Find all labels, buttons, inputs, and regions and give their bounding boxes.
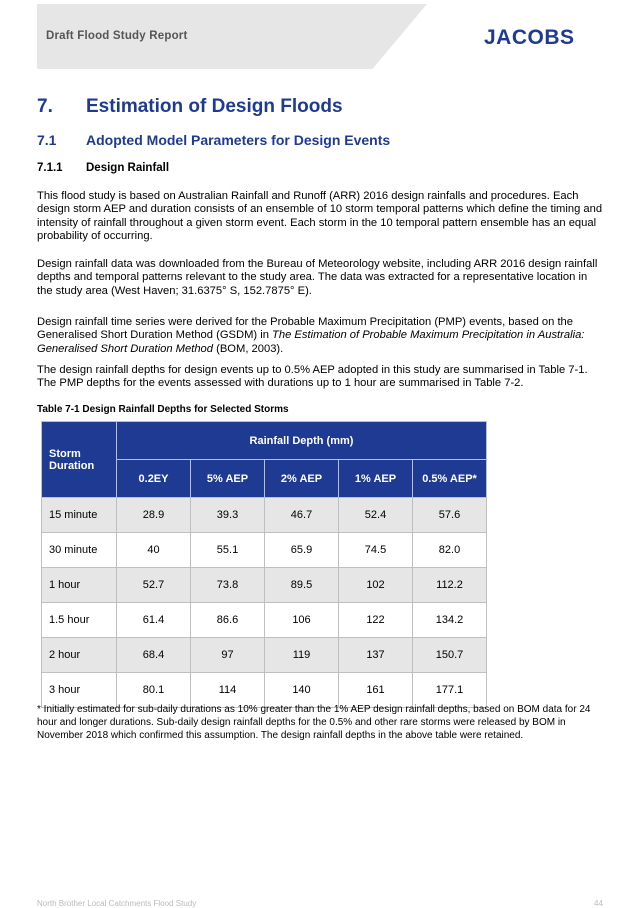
footer-page-number: 44 <box>594 899 603 908</box>
column-header: 0.2EY <box>117 460 191 498</box>
table-cell: 74.5 <box>339 533 413 568</box>
column-header: 2% AEP <box>265 460 339 498</box>
table-cell: 52.7 <box>117 568 191 603</box>
table-row <box>42 498 487 533</box>
row-label: 3 hour <box>42 673 117 708</box>
footer-document-name: North Brother Local Catchments Flood Study <box>37 899 197 908</box>
row-label: 15 minute <box>42 498 117 533</box>
table-cell: 52.4 <box>339 498 413 533</box>
row-label: 1 hour <box>42 568 117 603</box>
subsubsection-number: 7.1.1 <box>37 162 63 174</box>
table-cell: 177.1 <box>413 673 487 708</box>
table-cell: 61.4 <box>117 603 191 638</box>
rainfall-depth-table <box>41 421 487 708</box>
table-cell: 57.6 <box>413 498 487 533</box>
table-cell: 137 <box>339 638 413 673</box>
table-caption: Table 7-1 Design Rainfall Depths for Selected Storms <box>37 404 289 415</box>
subsection-number: 7.1 <box>37 132 57 148</box>
section-number: 7. <box>37 96 53 117</box>
table-cell: 73.8 <box>191 568 265 603</box>
table-cell: 28.9 <box>117 498 191 533</box>
section-heading <box>37 96 343 118</box>
table-cell: 140 <box>265 673 339 708</box>
column-header: 1% AEP <box>339 460 413 498</box>
table-cell: 39.3 <box>191 498 265 533</box>
paragraph-1: This flood study is based on Australian Rainfall and Runoff (ARR) 2016 design rainfalls and procedures. Each design storm AEP and duration consists of an ensemble of 10 storm temporal patterns which define the timing and intensity of rainfall throughout a given storm event. Each storm in the 10 temporal pattern ensemble has an equal probability of occurring. <box>37 190 603 242</box>
storm-duration-header: Storm Duration <box>42 422 117 498</box>
jacobs-logo: JACOBS <box>484 26 575 49</box>
table-cell: 86.6 <box>191 603 265 638</box>
table-cell: 97 <box>191 638 265 673</box>
table-cell: 65.9 <box>265 533 339 568</box>
paragraph-3-tail: (BOM, 2003). <box>213 342 284 355</box>
report-title: Draft Flood Study Report <box>46 30 188 42</box>
table-cell: 80.1 <box>117 673 191 708</box>
section-title: Estimation of Design Floods <box>86 96 343 117</box>
subsection-title: Adopted Model Parameters for Design Events <box>86 132 391 148</box>
table-row <box>42 568 487 603</box>
row-label: 30 minute <box>42 533 117 568</box>
table-cell: 119 <box>265 638 339 673</box>
table-cell: 102 <box>339 568 413 603</box>
table-row <box>42 638 487 673</box>
table-cell: 122 <box>339 603 413 638</box>
table-cell: 150.7 <box>413 638 487 673</box>
paragraph-3-text: Design rainfall time series were derived for the Probable Maximum Precipitation (PMP) events, based on the Generalised Short Duration Method (GSDM) in <box>37 316 574 342</box>
table-cell: 114 <box>191 673 265 708</box>
subsection-heading <box>37 132 390 148</box>
paragraph-2: Design rainfall data was downloaded from the Bureau of Meteorology website, including ARR 2016 design rainfall depths and temporal patterns relevant to the study area. The data was extracted for a representative location in the study area (West Haven; 31.6375° S, 152.7875° E). <box>37 258 598 297</box>
row-label: 1.5 hour <box>42 603 117 638</box>
paragraph-4: The design rainfall depths for design events up to 0.5% AEP adopted in this study are summarised in Table 7-1. The PMP depths for the events assessed with durations up to 1 hour are summarised in Table 7-2. <box>37 364 588 390</box>
table-cell: 55.1 <box>191 533 265 568</box>
subsubsection-title: Design Rainfall <box>86 162 170 174</box>
paragraph-3-reference: The Estimation of Probable Maximum Precipitation in Australia: Generalised Short Duration Method <box>37 329 585 355</box>
table-cell: 161 <box>339 673 413 708</box>
column-header: 5% AEP <box>191 460 265 498</box>
column-header: 0.5% AEP* <box>413 460 487 498</box>
table-cell: 106 <box>265 603 339 638</box>
paragraph-3 <box>37 316 603 356</box>
table-cell: 68.4 <box>117 638 191 673</box>
table-footnote: * Initially estimated for sub-daily durations as 10% greater than the 1% AEP design rainfall depths, based on BOM data for 24 hour and longer durations. Sub-daily design rainfall depths for the 0.5% and other rare storms were released by BOM in November 2018 which confirmed this assumption. The design rainfall depths in the above table were retained. <box>37 704 591 741</box>
table-cell: 134.2 <box>413 603 487 638</box>
table-row <box>42 603 487 638</box>
table-cell: 112.2 <box>413 568 487 603</box>
table-cell: 46.7 <box>265 498 339 533</box>
table-cell: 89.5 <box>265 568 339 603</box>
table-cell: 40 <box>117 533 191 568</box>
table-cell: 82.0 <box>413 533 487 568</box>
row-label: 2 hour <box>42 638 117 673</box>
rainfall-depth-header: Rainfall Depth (mm) <box>117 422 487 460</box>
subsubsection-heading <box>37 162 169 174</box>
table-row <box>42 533 487 568</box>
